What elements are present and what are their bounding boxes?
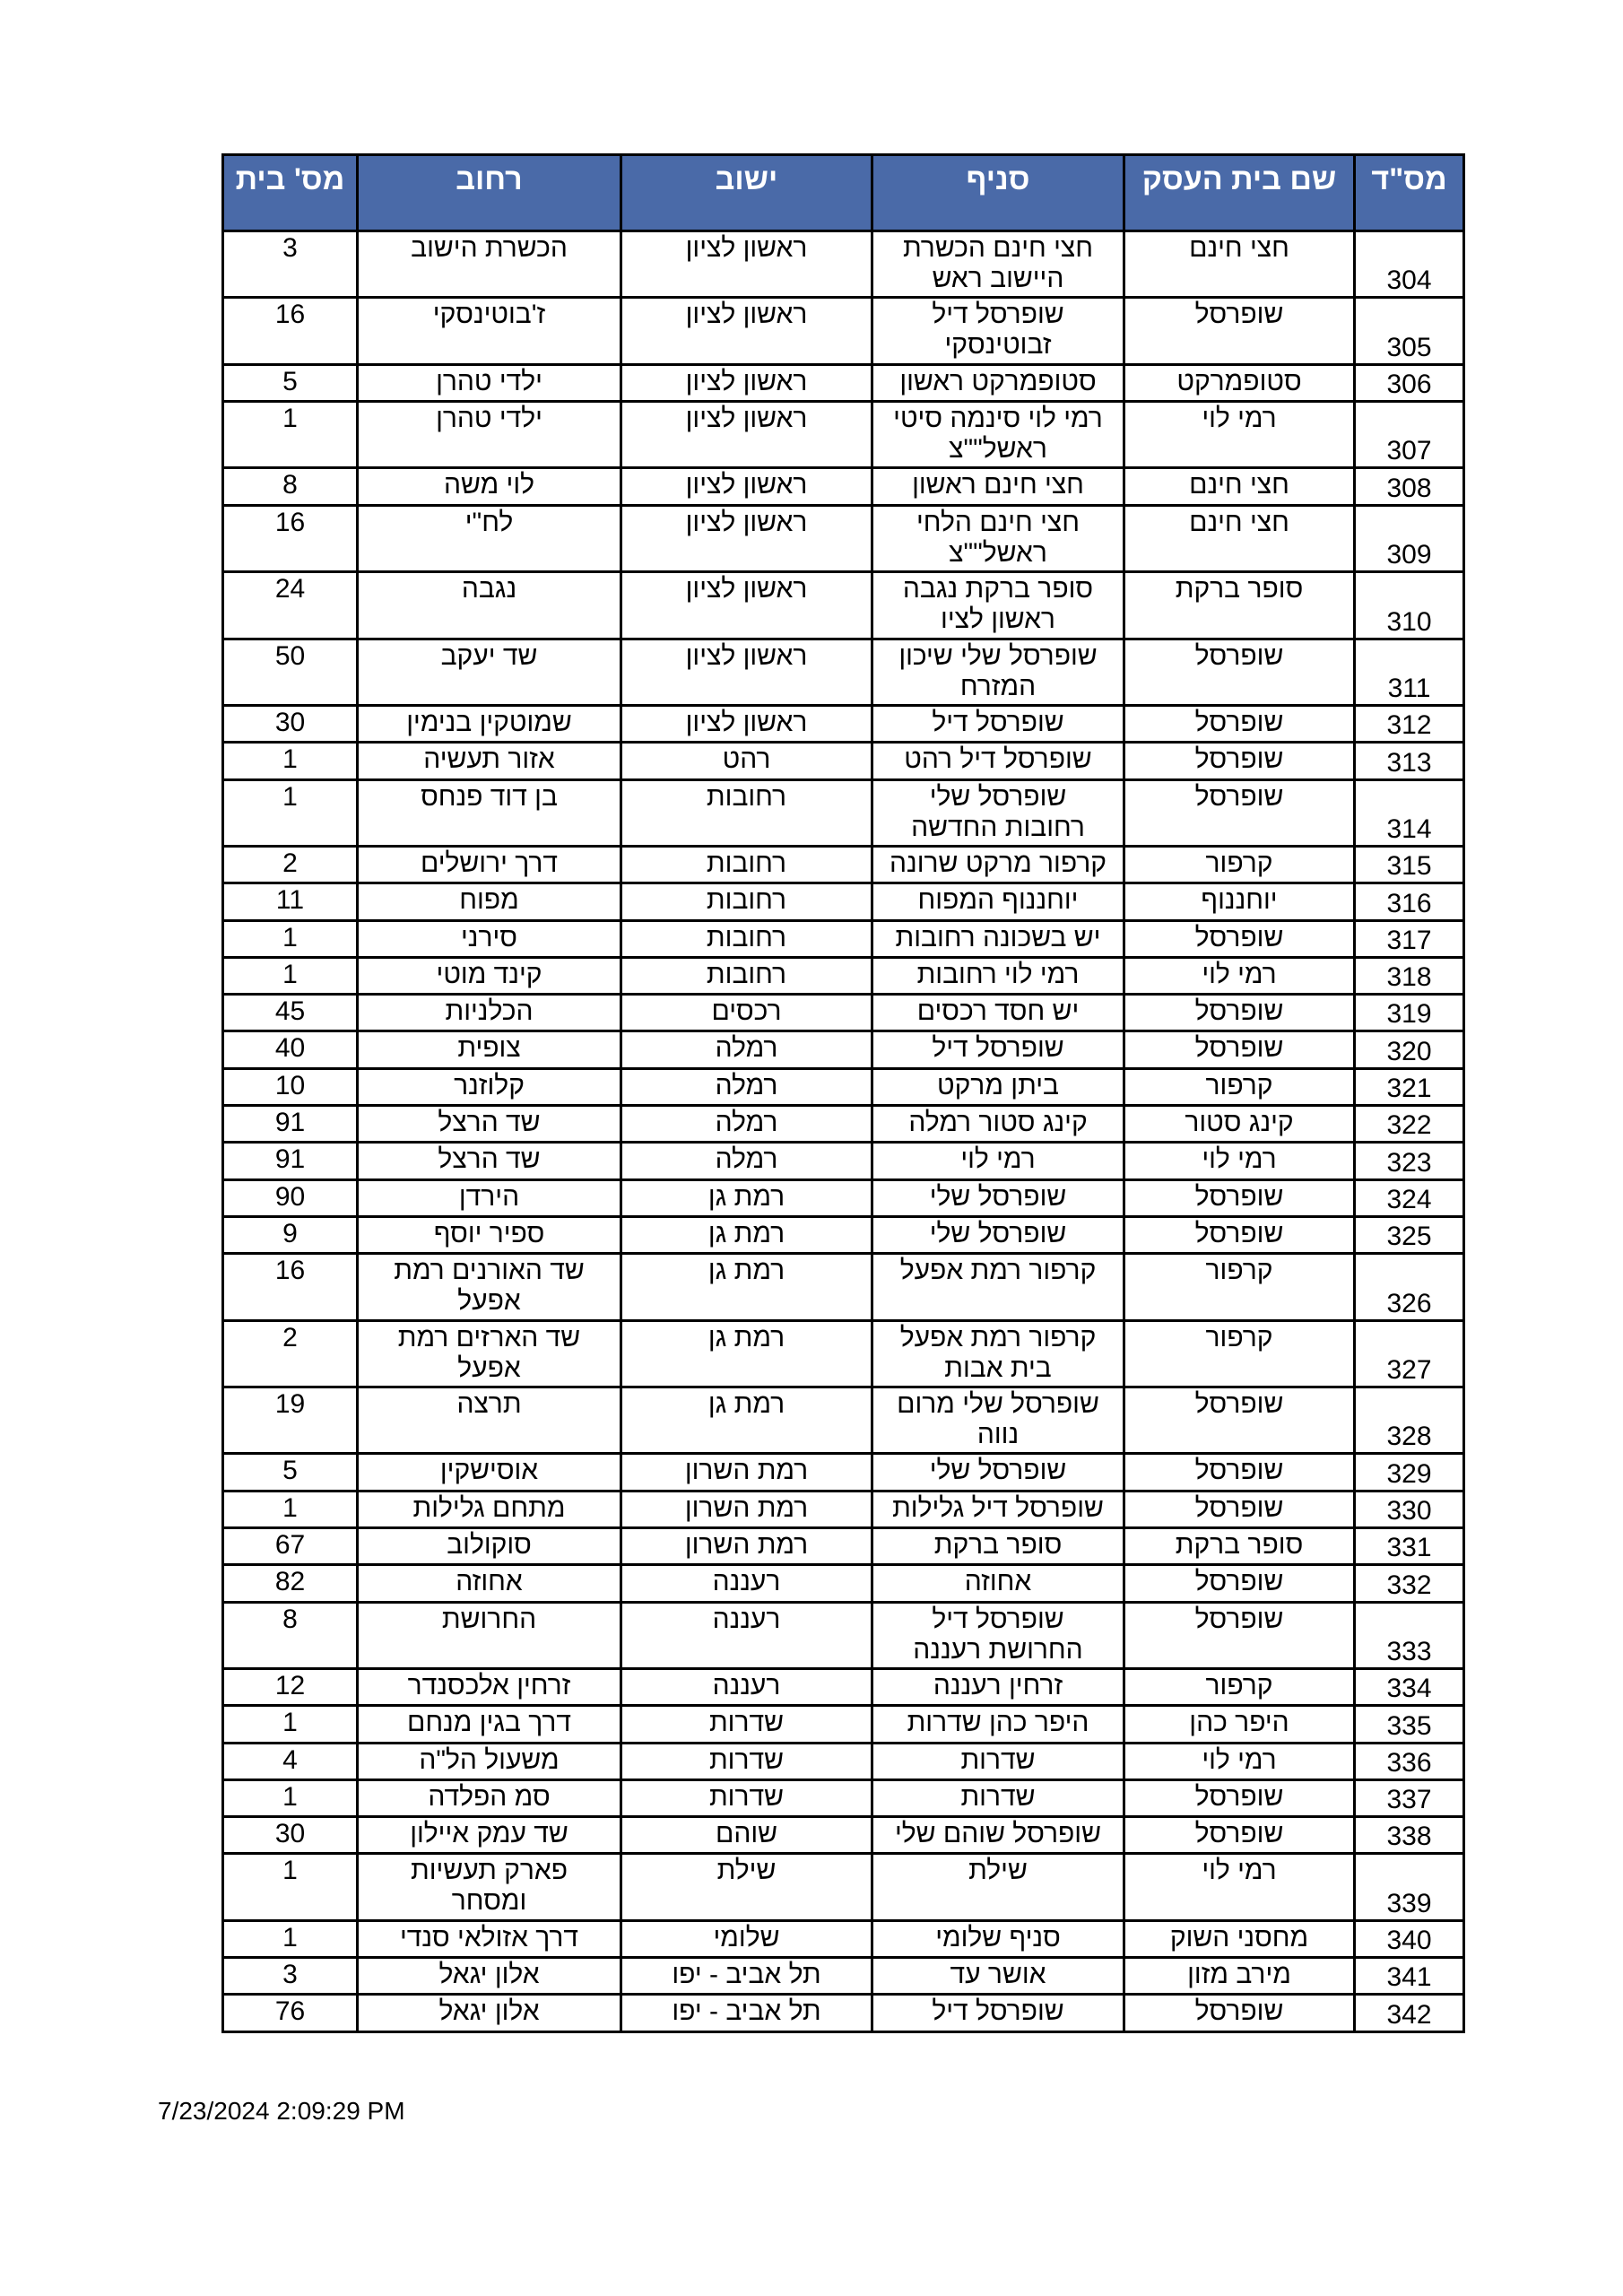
table-row (223, 1106, 1464, 1143)
cell-house-number: 5 (223, 364, 358, 401)
header-branch: סניף (872, 155, 1124, 231)
cell-city: שילת (621, 1854, 872, 1920)
cell-street: סוקולוב (358, 1527, 621, 1564)
cell-business-name: חצי חינם (1124, 468, 1355, 505)
cell-branch: רמי לוי (872, 1143, 1124, 1179)
cell-serial-number: 333 (1355, 1602, 1464, 1668)
cell-serial-number: 317 (1355, 920, 1464, 957)
cell-city: רמת גן (621, 1216, 872, 1253)
cell-city: רמלה (621, 1068, 872, 1105)
cell-house-number: 3 (223, 231, 358, 298)
cell-business-name: שופרסל (1124, 1779, 1355, 1816)
cell-city: רמת גן (621, 1320, 872, 1387)
cell-street: אזור תעשיה (358, 743, 621, 779)
header-city: ישוב (621, 155, 872, 231)
cell-business-name: יוחננוף (1124, 883, 1355, 920)
table-row (223, 743, 1464, 779)
cell-house-number: 30 (223, 705, 358, 742)
cell-house-number: 3 (223, 1958, 358, 1995)
print-timestamp: 7/23/2024 2:09:29 PM (158, 2097, 405, 2125)
cell-street: לוי משה (358, 468, 621, 505)
table-row (223, 1995, 1464, 2031)
cell-business-name: קרפור (1124, 1068, 1355, 1105)
cell-serial-number: 318 (1355, 957, 1464, 994)
cell-business-name: רמי לוי (1124, 1854, 1355, 1920)
cell-serial-number: 325 (1355, 1216, 1464, 1253)
cell-house-number: 67 (223, 1527, 358, 1564)
table-row (223, 1254, 1464, 1320)
cell-street: משעול הל"ה (358, 1743, 621, 1779)
cell-branch: קרפור רמת אפעל (872, 1254, 1124, 1320)
stores-table (221, 153, 1465, 2033)
cell-business-name: קרפור (1124, 1254, 1355, 1320)
table-row (223, 846, 1464, 883)
cell-street: הכשרת הישוב (358, 231, 621, 298)
cell-house-number: 1 (223, 779, 358, 846)
table-row (223, 883, 1464, 920)
cell-business-name: שופרסל (1124, 920, 1355, 957)
cell-city: רמלה (621, 1143, 872, 1179)
cell-house-number: 4 (223, 1743, 358, 1779)
header-house-number: מס' בית (223, 155, 358, 231)
cell-serial-number: 332 (1355, 1565, 1464, 1602)
cell-city: תל אביב - יפו (621, 1958, 872, 1995)
cell-city: רעננה (621, 1602, 872, 1668)
cell-serial-number: 338 (1355, 1817, 1464, 1854)
cell-house-number: 16 (223, 1254, 358, 1320)
cell-branch: שופרסל דיל זבוטינסקי (872, 298, 1124, 364)
cell-serial-number: 326 (1355, 1254, 1464, 1320)
cell-house-number: 1 (223, 920, 358, 957)
cell-house-number: 91 (223, 1106, 358, 1143)
cell-serial-number: 330 (1355, 1491, 1464, 1527)
cell-city: רמת השרון (621, 1491, 872, 1527)
cell-house-number: 1 (223, 1491, 358, 1527)
cell-serial-number: 340 (1355, 1920, 1464, 1957)
cell-city: ראשון לציון (621, 364, 872, 401)
cell-business-name: שופרסל (1124, 1387, 1355, 1453)
table-row (223, 298, 1464, 364)
cell-business-name: שופרסל (1124, 1491, 1355, 1527)
cell-street: שד הארזים רמת אפעל (358, 1320, 621, 1387)
cell-city: רמת השרון (621, 1527, 872, 1564)
cell-branch: קרפור מרקט שרונה (872, 846, 1124, 883)
table-row (223, 995, 1464, 1031)
cell-house-number: 8 (223, 1602, 358, 1668)
cell-branch: שופרסל שלי (872, 1216, 1124, 1253)
cell-serial-number: 336 (1355, 1743, 1464, 1779)
cell-serial-number: 339 (1355, 1854, 1464, 1920)
cell-serial-number: 311 (1355, 639, 1464, 705)
cell-business-name: קינג סטור (1124, 1106, 1355, 1143)
cell-serial-number: 337 (1355, 1779, 1464, 1816)
cell-branch: היפר כהן שדרות (872, 1706, 1124, 1743)
cell-serial-number: 316 (1355, 883, 1464, 920)
cell-street: ילדי טהרן (358, 364, 621, 401)
cell-street: הירדן (358, 1179, 621, 1216)
cell-branch: סטופמרקט ראשון (872, 364, 1124, 401)
cell-serial-number: 314 (1355, 779, 1464, 846)
cell-street: לח"י (358, 505, 621, 571)
cell-city: רמלה (621, 1106, 872, 1143)
cell-business-name: סופר ברקת (1124, 572, 1355, 639)
table-row (223, 1668, 1464, 1705)
cell-city: רמת השרון (621, 1454, 872, 1491)
cell-street: דרך ירושלים (358, 846, 621, 883)
cell-street: מתחם גלילות (358, 1491, 621, 1527)
cell-street: שד עמק איילון (358, 1817, 621, 1854)
cell-business-name: שופרסל (1124, 1817, 1355, 1854)
cell-serial-number: 334 (1355, 1668, 1464, 1705)
cell-branch: סופר ברקת נגבה ראשון לציו (872, 572, 1124, 639)
cell-house-number: 12 (223, 1668, 358, 1705)
cell-branch: שופרסל שלי שיכון המזרח (872, 639, 1124, 705)
cell-house-number: 91 (223, 1143, 358, 1179)
cell-house-number: 40 (223, 1031, 358, 1068)
cell-city: ראשון לציון (621, 505, 872, 571)
cell-house-number: 5 (223, 1454, 358, 1491)
cell-city: רמת גן (621, 1254, 872, 1320)
cell-business-name: שופרסל (1124, 298, 1355, 364)
cell-branch: יוחננוף המפוח (872, 883, 1124, 920)
cell-serial-number: 306 (1355, 364, 1464, 401)
cell-street: אלון יגאל (358, 1995, 621, 2031)
cell-street: החרושת (358, 1602, 621, 1668)
cell-business-name: שופרסל (1124, 743, 1355, 779)
cell-street: הכלניות (358, 995, 621, 1031)
table-row (223, 572, 1464, 639)
cell-house-number: 45 (223, 995, 358, 1031)
cell-branch: שופרסל שוהם שלי (872, 1817, 1124, 1854)
cell-serial-number: 327 (1355, 1320, 1464, 1387)
cell-city: שדרות (621, 1743, 872, 1779)
cell-branch: אושר עד (872, 1958, 1124, 1995)
cell-city: רמלה (621, 1031, 872, 1068)
cell-serial-number: 315 (1355, 846, 1464, 883)
cell-serial-number: 309 (1355, 505, 1464, 571)
cell-serial-number: 308 (1355, 468, 1464, 505)
cell-city: רמת גן (621, 1387, 872, 1453)
table-row (223, 1454, 1464, 1491)
table-row (223, 468, 1464, 505)
cell-street: שד הרצל (358, 1106, 621, 1143)
header-row (223, 155, 1464, 231)
cell-serial-number: 320 (1355, 1031, 1464, 1068)
table-row (223, 364, 1464, 401)
cell-business-name: סטופמרקט (1124, 364, 1355, 401)
cell-city: ראשון לציון (621, 639, 872, 705)
cell-business-name: קרפור (1124, 1668, 1355, 1705)
cell-house-number: 1 (223, 1779, 358, 1816)
cell-branch: יש חסד רכסים (872, 995, 1124, 1031)
cell-street: ז'בוטינסקי (358, 298, 621, 364)
cell-business-name: שופרסל (1124, 1565, 1355, 1602)
cell-serial-number: 321 (1355, 1068, 1464, 1105)
table-row (223, 1779, 1464, 1816)
cell-business-name: שופרסל (1124, 639, 1355, 705)
cell-house-number: 30 (223, 1817, 358, 1854)
cell-business-name: שופרסל (1124, 1179, 1355, 1216)
cell-business-name: רמי לוי (1124, 957, 1355, 994)
cell-house-number: 50 (223, 639, 358, 705)
cell-branch: ביתן מרקט (872, 1068, 1124, 1105)
cell-serial-number: 323 (1355, 1143, 1464, 1179)
table-row (223, 639, 1464, 705)
cell-business-name: שופרסל (1124, 779, 1355, 846)
table-header (223, 155, 1464, 231)
cell-branch: זרחין רעננה (872, 1668, 1124, 1705)
cell-branch: סופר ברקת (872, 1527, 1124, 1564)
cell-business-name: מחסני השוק (1124, 1920, 1355, 1957)
cell-city: ראשון לציון (621, 468, 872, 505)
cell-street: ספיר יוסף (358, 1216, 621, 1253)
cell-street: שד האורנים רמת אפעל (358, 1254, 621, 1320)
cell-branch: שופרסל דיל (872, 1031, 1124, 1068)
cell-house-number: 19 (223, 1387, 358, 1453)
cell-branch: שילת (872, 1854, 1124, 1920)
cell-house-number: 16 (223, 298, 358, 364)
cell-serial-number: 307 (1355, 402, 1464, 468)
table-row (223, 1068, 1464, 1105)
cell-branch: שדרות (872, 1743, 1124, 1779)
cell-city: רעננה (621, 1565, 872, 1602)
cell-business-name: שופרסל (1124, 1454, 1355, 1491)
cell-serial-number: 342 (1355, 1995, 1464, 2031)
cell-branch: שופרסל דיל (872, 705, 1124, 742)
cell-branch: שופרסל שלי (872, 1179, 1124, 1216)
cell-branch: רמי לוי סינמה סיטי ראשל""צ (872, 402, 1124, 468)
cell-branch: סניף שלומי (872, 1920, 1124, 1957)
cell-city: רעננה (621, 1668, 872, 1705)
cell-business-name: רמי לוי (1124, 1143, 1355, 1179)
cell-house-number: 2 (223, 846, 358, 883)
cell-city: רחובות (621, 957, 872, 994)
table-row (223, 779, 1464, 846)
cell-business-name: שופרסל (1124, 995, 1355, 1031)
table-row (223, 1491, 1464, 1527)
cell-branch: חצי חינם הלחי ראשל""צ (872, 505, 1124, 571)
table-row (223, 1743, 1464, 1779)
cell-city: רחובות (621, 846, 872, 883)
cell-city: ראשון לציון (621, 298, 872, 364)
cell-house-number: 1 (223, 1854, 358, 1920)
cell-business-name: מירב מזון (1124, 1958, 1355, 1995)
cell-street: תרצה (358, 1387, 621, 1453)
cell-branch: שופרסל דיל (872, 1995, 1124, 2031)
cell-business-name: סופר ברקת (1124, 1527, 1355, 1564)
cell-business-name: שופרסל (1124, 1602, 1355, 1668)
table-row (223, 1216, 1464, 1253)
cell-serial-number: 312 (1355, 705, 1464, 742)
cell-business-name: חצי חינם (1124, 231, 1355, 298)
cell-street: מפוח (358, 883, 621, 920)
table-row (223, 1387, 1464, 1453)
cell-branch: שופרסל דיל רהט (872, 743, 1124, 779)
header-business-name: שם בית העסק (1124, 155, 1355, 231)
cell-serial-number: 329 (1355, 1454, 1464, 1491)
cell-street: בן דוד פנחס (358, 779, 621, 846)
cell-street: שמוטקין בנימין (358, 705, 621, 742)
cell-branch: חצי חינם הכשרת היישוב ראש (872, 231, 1124, 298)
cell-branch: קרפור רמת אפעל בית אבות (872, 1320, 1124, 1387)
table-row (223, 957, 1464, 994)
cell-serial-number: 324 (1355, 1179, 1464, 1216)
cell-city: שדרות (621, 1706, 872, 1743)
cell-street: דרך אזולאי סנדי (358, 1920, 621, 1957)
table-row (223, 705, 1464, 742)
cell-branch: אחוזה (872, 1565, 1124, 1602)
table-row (223, 1565, 1464, 1602)
cell-city: רהט (621, 743, 872, 779)
table-row (223, 1854, 1464, 1920)
cell-street: קינד מוטי (358, 957, 621, 994)
cell-city: תל אביב - יפו (621, 1995, 872, 2031)
cell-city: רחובות (621, 779, 872, 846)
cell-street: סמ הפלדה (358, 1779, 621, 1816)
table-row (223, 1958, 1464, 1995)
cell-business-name: רמי לוי (1124, 402, 1355, 468)
cell-house-number: 82 (223, 1565, 358, 1602)
cell-city: שלומי (621, 1920, 872, 1957)
table-row (223, 1031, 1464, 1068)
cell-serial-number: 335 (1355, 1706, 1464, 1743)
cell-branch: שופרסל שלי רחובות החדשה (872, 779, 1124, 846)
cell-house-number: 9 (223, 1216, 358, 1253)
cell-house-number: 90 (223, 1179, 358, 1216)
cell-house-number: 16 (223, 505, 358, 571)
cell-street: שד הרצל (358, 1143, 621, 1179)
cell-business-name: חצי חינם (1124, 505, 1355, 571)
cell-branch: שדרות (872, 1779, 1124, 1816)
cell-city: רחובות (621, 883, 872, 920)
cell-city: ראשון לציון (621, 402, 872, 468)
cell-house-number: 24 (223, 572, 358, 639)
cell-city: רחובות (621, 920, 872, 957)
cell-house-number: 76 (223, 1995, 358, 2031)
cell-street: שד יעקב (358, 639, 621, 705)
cell-business-name: שופרסל (1124, 705, 1355, 742)
cell-street: זרחין אלכסנדר (358, 1668, 621, 1705)
cell-branch: יש בשכונה רחובות (872, 920, 1124, 957)
cell-branch: רמי לוי רחובות (872, 957, 1124, 994)
cell-street: אלון יגאל (358, 1958, 621, 1995)
table-row (223, 1179, 1464, 1216)
cell-city: שדרות (621, 1779, 872, 1816)
cell-branch: קינג סטור רמלה (872, 1106, 1124, 1143)
table-row (223, 920, 1464, 957)
header-street: רחוב (358, 155, 621, 231)
cell-branch: שופרסל דיל החרושת רעננה (872, 1602, 1124, 1668)
cell-business-name: שופרסל (1124, 1216, 1355, 1253)
cell-house-number: 10 (223, 1068, 358, 1105)
cell-house-number: 1 (223, 1920, 358, 1957)
cell-city: ראשון לציון (621, 231, 872, 298)
table-body (223, 231, 1464, 2032)
table-row (223, 402, 1464, 468)
cell-street: סירני (358, 920, 621, 957)
cell-serial-number: 305 (1355, 298, 1464, 364)
cell-serial-number: 313 (1355, 743, 1464, 779)
table-row (223, 1920, 1464, 1957)
cell-branch: שופרסל דיל גלילות (872, 1491, 1124, 1527)
cell-serial-number: 341 (1355, 1958, 1464, 1995)
cell-business-name: קרפור (1124, 1320, 1355, 1387)
cell-city: רמת גן (621, 1179, 872, 1216)
cell-branch: שופרסל שלי (872, 1454, 1124, 1491)
cell-serial-number: 328 (1355, 1387, 1464, 1453)
cell-house-number: 1 (223, 402, 358, 468)
cell-city: ראשון לציון (621, 572, 872, 639)
cell-street: נגבה (358, 572, 621, 639)
cell-business-name: רמי לוי (1124, 1743, 1355, 1779)
cell-street: קלוזנר (358, 1068, 621, 1105)
cell-house-number: 1 (223, 957, 358, 994)
cell-business-name: היפר כהן (1124, 1706, 1355, 1743)
table-row (223, 1602, 1464, 1668)
cell-serial-number: 331 (1355, 1527, 1464, 1564)
cell-street: פארק תעשיות ומסחר (358, 1854, 621, 1920)
cell-serial-number: 322 (1355, 1106, 1464, 1143)
cell-street: אחוזה (358, 1565, 621, 1602)
table-row (223, 1320, 1464, 1387)
cell-street: ילדי טהרן (358, 402, 621, 468)
cell-serial-number: 304 (1355, 231, 1464, 298)
table-row (223, 1706, 1464, 1743)
cell-serial-number: 310 (1355, 572, 1464, 639)
cell-street: צופית (358, 1031, 621, 1068)
cell-city: רכסים (621, 995, 872, 1031)
table-row (223, 1143, 1464, 1179)
cell-business-name: שופרסל (1124, 1031, 1355, 1068)
table-row (223, 1527, 1464, 1564)
table-row (223, 505, 1464, 571)
cell-branch: חצי חינם ראשון (872, 468, 1124, 505)
cell-branch: שופרסל שלי מרום נווה (872, 1387, 1124, 1453)
cell-city: ראשון לציון (621, 705, 872, 742)
cell-serial-number: 319 (1355, 995, 1464, 1031)
cell-house-number: 2 (223, 1320, 358, 1387)
cell-street: דרך בגין מנחם (358, 1706, 621, 1743)
table-row (223, 231, 1464, 298)
cell-city: שוהם (621, 1817, 872, 1854)
cell-house-number: 11 (223, 883, 358, 920)
cell-house-number: 1 (223, 743, 358, 779)
cell-street: אוסישקין (358, 1454, 621, 1491)
table-row (223, 1817, 1464, 1854)
cell-business-name: קרפור (1124, 846, 1355, 883)
header-serial-number: מס"ד (1355, 155, 1464, 231)
cell-house-number: 1 (223, 1706, 358, 1743)
cell-business-name: שופרסל (1124, 1995, 1355, 2031)
cell-house-number: 8 (223, 468, 358, 505)
